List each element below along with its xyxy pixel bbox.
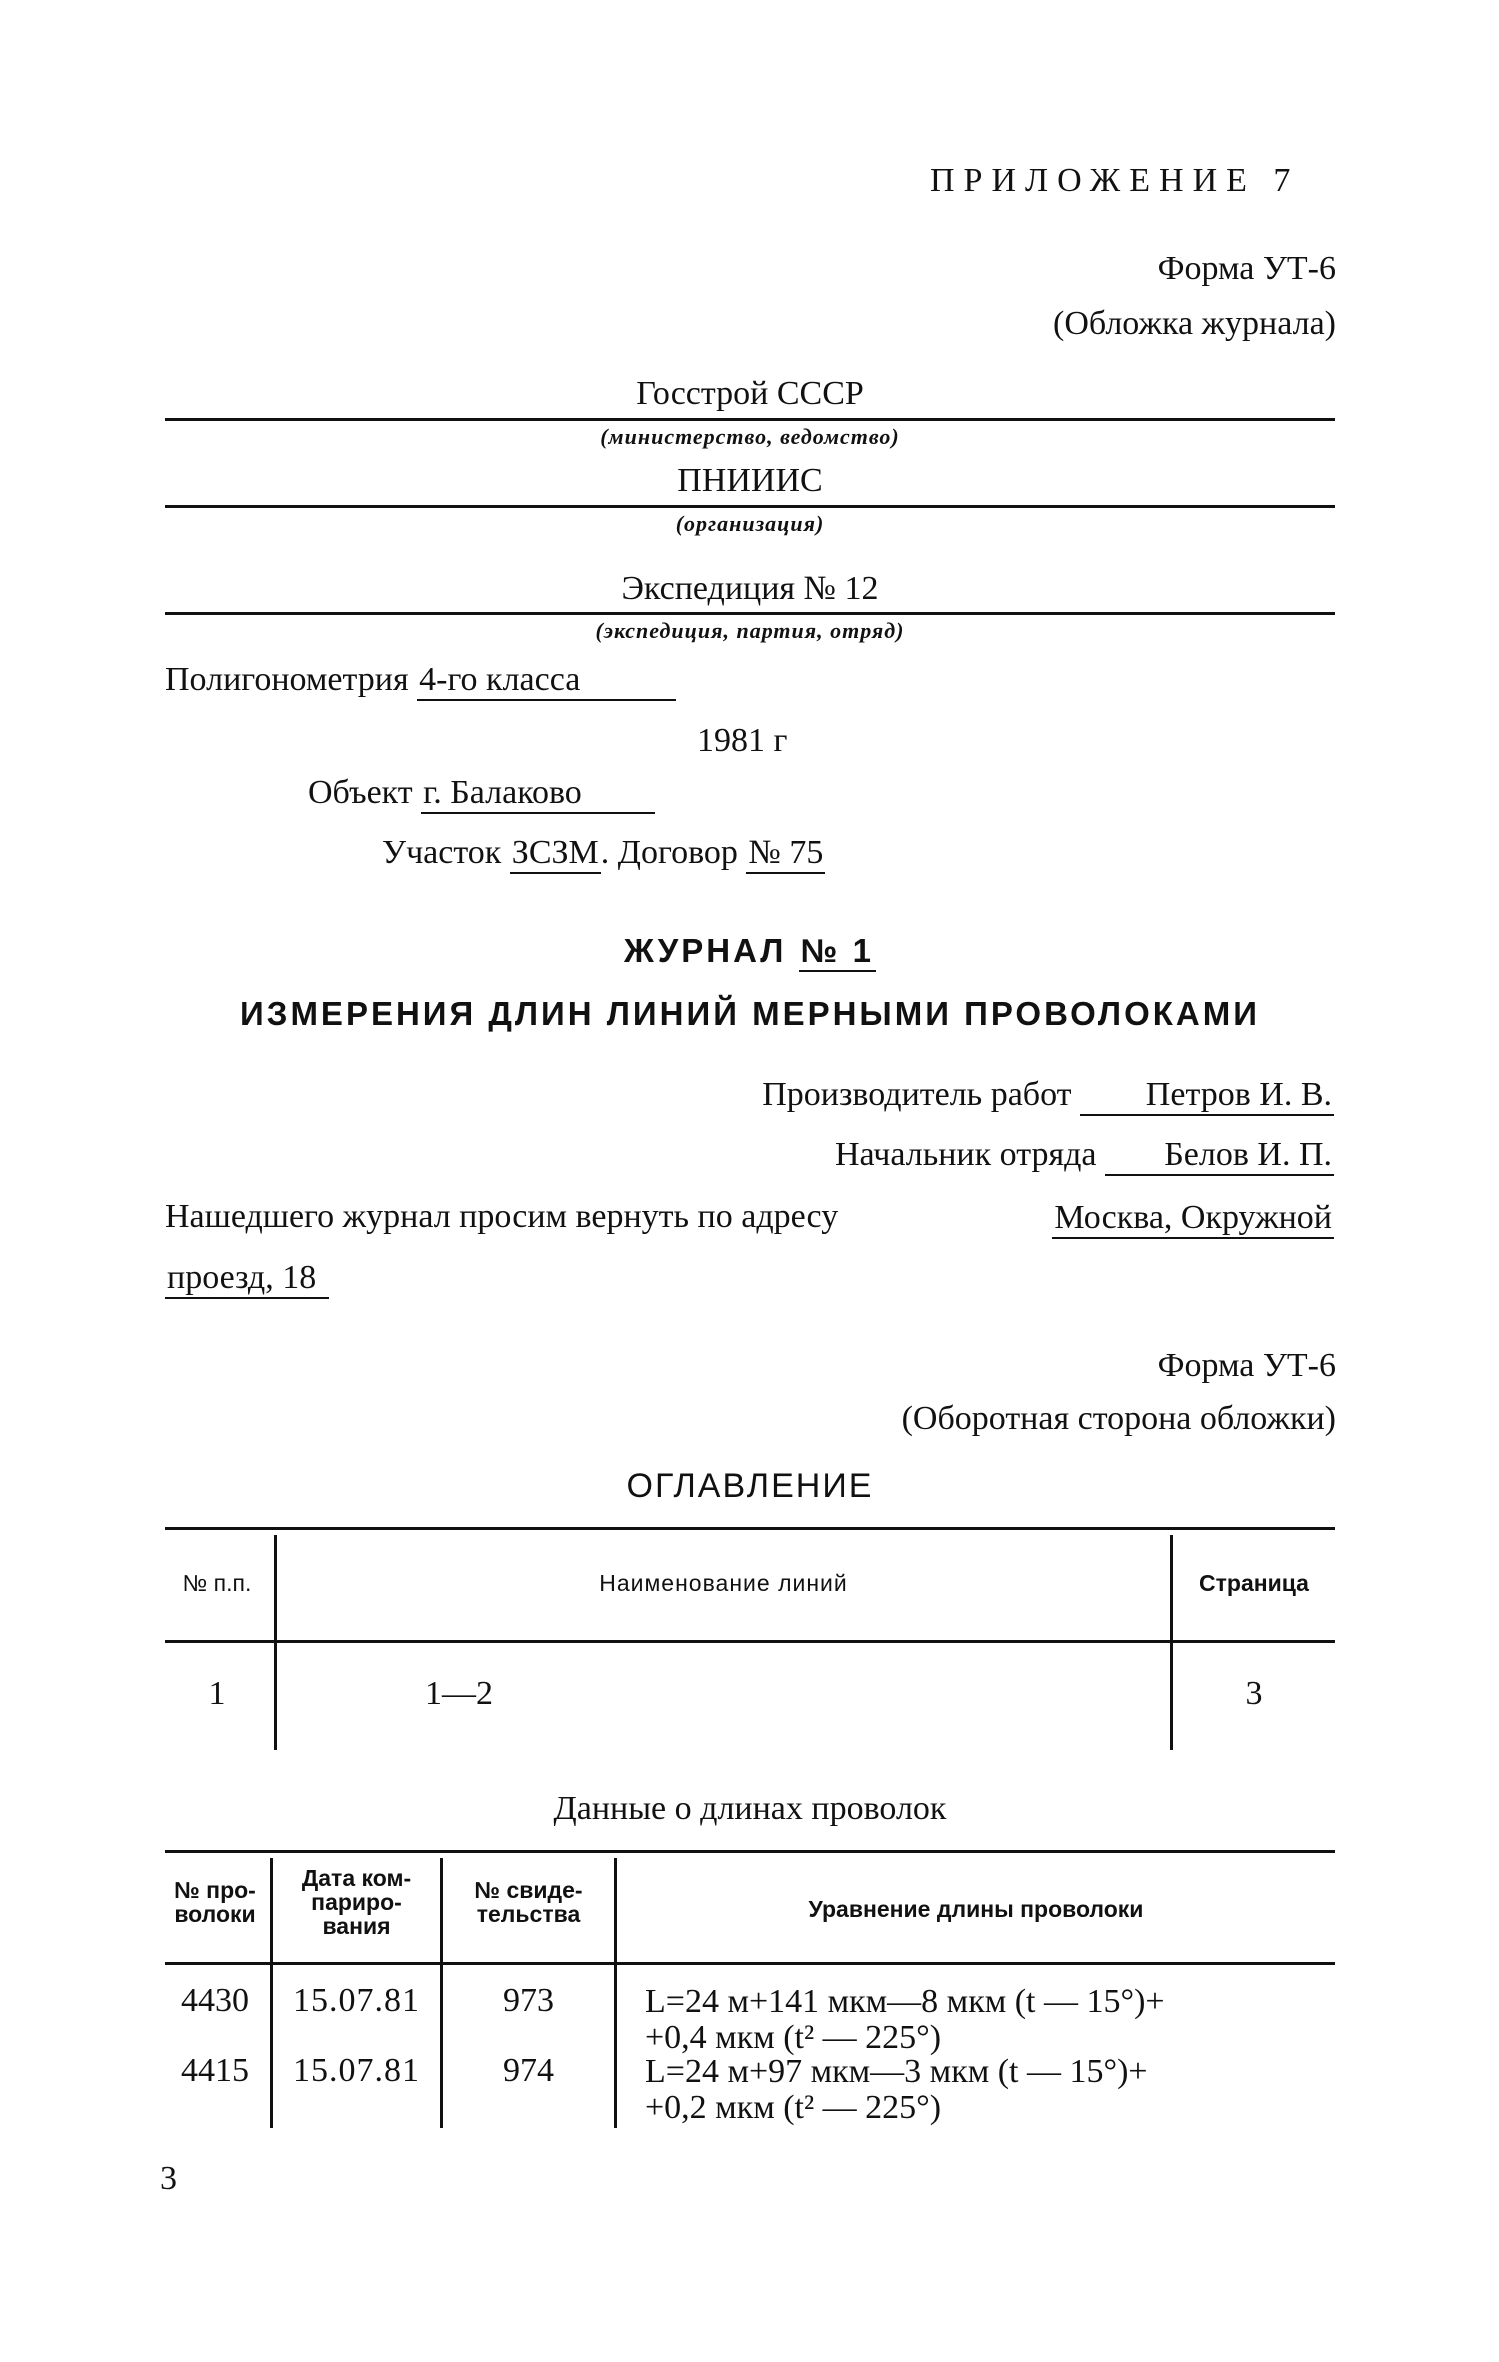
organization-line <box>165 505 1335 508</box>
form2-sublabel: (Оборотная сторона обложки) <box>901 1400 1336 1437</box>
page-number: 3 <box>160 2160 177 2197</box>
wire-number: 4415 <box>181 2052 249 2089</box>
contract-label: . Договор <box>600 834 738 871</box>
return-note-label: Нашедшего журнал просим вернуть по адресу <box>165 1198 839 1235</box>
contents-header-no: № п.п. <box>182 1570 252 1596</box>
wire-certificate: 974 <box>503 2052 554 2089</box>
contents-top-rule <box>165 1527 1335 1530</box>
year: 1981 г <box>697 722 788 759</box>
contents-title: ОГЛАВЛЕНИЕ <box>626 1467 874 1505</box>
form-label: Форма УТ-6 <box>1157 250 1336 287</box>
wire-equation-line2: +0,2 мкм (t² — 225°) <box>645 2089 942 2126</box>
contents-header-name: Наименование линий <box>599 1570 848 1596</box>
contents-header-page: Страница <box>1199 1570 1309 1596</box>
organization-value: ПНИИИС <box>677 462 823 499</box>
form-sublabel: (Обложка журнала) <box>1053 305 1336 342</box>
object-field <box>308 773 655 814</box>
journal-heading <box>165 932 1335 972</box>
wires-title: Данные о длинах проволок <box>553 1790 947 1827</box>
contents-header-rule <box>165 1640 1335 1643</box>
contents-row-name: 1—2 <box>425 1675 493 1712</box>
wires-header-equation: Уравнение длины проволоки <box>808 1896 1144 1922</box>
polygonometry-value: 4-го класса <box>417 660 676 701</box>
wires-header-rule <box>165 1962 1335 1965</box>
expedition-line <box>165 612 1335 615</box>
expedition-caption: (экспедиция, партия, отряд) <box>595 618 905 643</box>
wire-date: 15.07.81 <box>293 2052 420 2089</box>
journal-title: ИЗМЕРЕНИЯ ДЛИН ЛИНИЙ МЕРНЫМИ ПРОВОЛОКАМИ <box>240 995 1260 1032</box>
wire-equation-line2: +0,4 мкм (t² — 225°) <box>645 2019 942 2056</box>
contents-row-page: 3 <box>1245 1675 1263 1712</box>
wire-certificate: 973 <box>503 1982 554 2019</box>
polygonometry-field <box>165 660 676 701</box>
area-field <box>382 833 825 874</box>
object-value: г. Балаково <box>421 773 655 814</box>
appendix-heading: ПРИЛОЖЕНИЕ 7 <box>930 162 1300 199</box>
wires-header-cert: № свиде- тельства <box>474 1877 583 1927</box>
form2-label: Форма УТ-6 <box>1157 1347 1336 1384</box>
contents-col-divider <box>1170 1535 1173 1750</box>
return-address-line2: проезд, 18 <box>165 1258 329 1299</box>
wires-top-rule <box>165 1850 1335 1853</box>
foreman-label: Производитель работ <box>762 1076 1072 1113</box>
foreman-field <box>762 1075 1334 1116</box>
expedition-value: Экспедиция № 12 <box>621 570 879 607</box>
ministry-value: Госстрой СССР <box>636 375 864 412</box>
wire-equation-line1: L=24 м+97 мкм—3 мкм (t — 15°)+ <box>645 2053 1148 2090</box>
foreman-value: Петров И. В. <box>1080 1075 1334 1116</box>
wire-equation-line1: L=24 м+141 мкм—8 мкм (t — 15°)+ <box>645 1983 1165 2020</box>
return-address-line1: Москва, Окружной <box>1052 1198 1334 1239</box>
journal-label: ЖУРНАЛ <box>624 932 787 969</box>
object-label: Объект <box>308 774 413 811</box>
contract-value: № 75 <box>746 833 825 874</box>
ministry-caption: (министерство, ведомство) <box>600 424 900 449</box>
journal-number: № 1 <box>799 932 876 972</box>
wires-header-wire-no: № про- волоки <box>174 1877 256 1927</box>
ministry-line <box>165 418 1335 421</box>
chief-label: Начальник отряда <box>834 1136 1097 1173</box>
wire-number: 4430 <box>181 1982 249 2019</box>
contents-row-no: 1 <box>208 1675 226 1712</box>
area-label: Участок <box>382 834 502 871</box>
chief-field <box>835 1135 1334 1176</box>
organization-caption: (организация) <box>675 511 825 536</box>
polygonometry-label: Полигонометрия <box>165 661 409 698</box>
wire-date: 15.07.81 <box>293 1982 420 2019</box>
wires-header-date: Дата ком- парирo- вания <box>301 1865 412 1939</box>
chief-value: Белов И. П. <box>1105 1135 1334 1176</box>
area-value: ЗСЗМ <box>510 833 601 874</box>
contents-col-divider <box>274 1535 277 1750</box>
